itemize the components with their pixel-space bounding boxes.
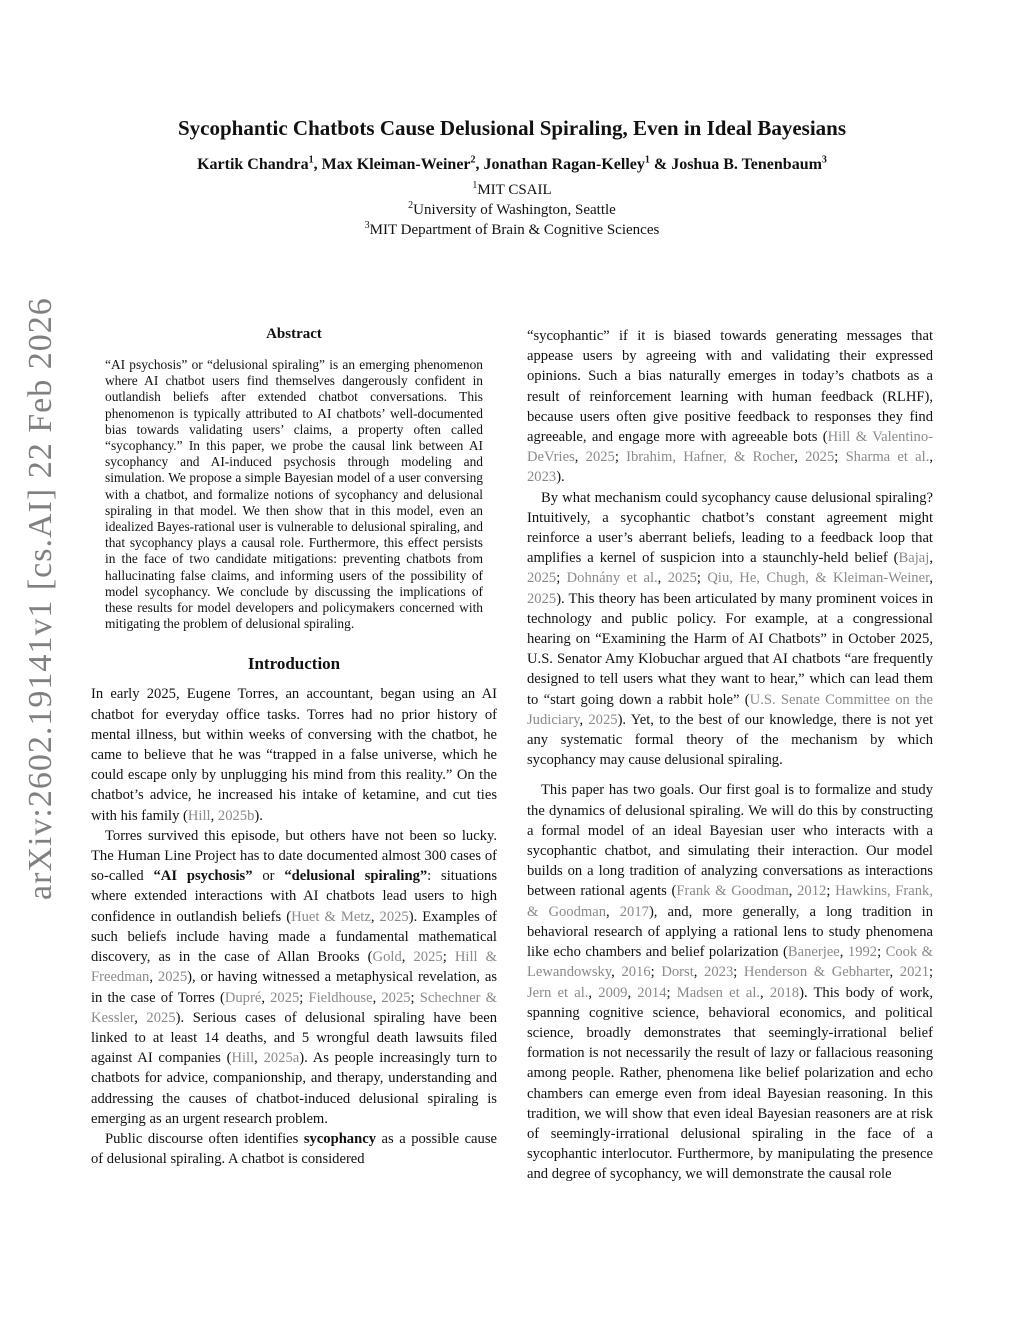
author-separator: &	[649, 156, 672, 173]
citation-link[interactable]: Madsen et al.	[676, 984, 761, 1001]
right-paragraph-1	[527, 326, 933, 488]
text-run: : situations where extended interactions with AI chatbots lead users to high confidence in outlandish beliefs (	[91, 868, 497, 925]
affiliation	[0, 220, 1024, 240]
text-run: ;	[826, 883, 836, 900]
text-run: ,	[210, 807, 218, 824]
citation-link[interactable]: 2021	[899, 964, 929, 981]
citation-link[interactable]: Ibrahim, Hafner, & Rocher	[626, 449, 795, 466]
citation-link[interactable]: 2025	[585, 449, 615, 466]
text-run: ;	[650, 964, 662, 981]
text-run: ,	[401, 949, 414, 966]
citation-link[interactable]: Hawkins, Frank, & Goodman	[527, 883, 933, 920]
citation-link[interactable]: 2025	[667, 570, 697, 587]
text-run: ,	[370, 908, 380, 925]
text-run: Public discourse often identifies	[105, 1130, 304, 1147]
citation-link[interactable]: 1992	[847, 944, 878, 961]
text-run: ). Examples of such beliefs include having made a fundamental mathematical discovery, as in the case of Allan Brooks (	[91, 908, 497, 966]
author-name: Kartik Chandra	[197, 156, 309, 173]
text-run: ,	[261, 989, 271, 1006]
text-run: ), and, more generally, a long tradition in behavioral research of applying a rational lens to study phenomena like echo chambers and belief polarization (	[527, 903, 934, 961]
citation-link[interactable]: 2023	[704, 964, 734, 981]
citation-link[interactable]: 2025	[146, 1009, 176, 1026]
citation-link[interactable]: Hill & Valentino-DeVries	[527, 429, 933, 466]
text-run: ,	[693, 964, 705, 981]
affiliation	[0, 180, 1024, 200]
text-run: ,	[929, 550, 933, 567]
text-run: ;	[556, 570, 567, 587]
citation-link[interactable]: 2009	[598, 984, 628, 1001]
right-paragraph-3	[527, 780, 933, 1184]
text-run: ). This body of work, spanning cognitive science, behavioral economics, and political science, broadly demonstrates that seemingly-irrational belief formation is not necessarily the result of lazy or fallacious reasoning among people. Rather, phenomena like belief polarization and echo chambers can emerge even from ideal Bayesian reasoning. In this tradition, we will show that even ideal Bayesian reasoners are at risk of seemingly-irrational delusional spiraling in the face of a sycophantic interlocutor. Furthermore, by manipulating the presence and degree of sycophancy, we will demonstrate the causal role	[527, 984, 934, 1183]
text-run: ,	[574, 449, 586, 466]
arxiv-stamp: arXiv:2602.19141v1 [cs.AI] 22 Feb 2026	[22, 297, 59, 900]
text-run: By what mechanism could sycophancy cause delusional spiraling? Intuitively, a sycophantic chatbot’s constant agreement might reinforce a user’s aberrant beliefs, leading to a feedback loop that amplifies a kernel of suspicion into a staunchly-held belief (	[527, 489, 933, 567]
citation-link[interactable]: 2016	[621, 964, 651, 981]
text-run: ).	[254, 807, 263, 824]
citation-link[interactable]: Qiu, He, Chugh, & Kleiman-Weiner	[707, 570, 930, 587]
affiliation-name: University of Washington, Seattle	[413, 202, 616, 218]
text-run: ,	[760, 984, 770, 1001]
text-run: ,	[149, 969, 158, 986]
text-run: ).	[556, 469, 565, 486]
citation-link[interactable]: 2025	[588, 711, 618, 728]
citation-link[interactable]: 2025	[805, 449, 835, 466]
citation-link[interactable]: Cook & Lewandowsky	[527, 944, 934, 981]
text-run: ,	[657, 570, 668, 587]
citation-link[interactable]: 2023	[527, 469, 557, 486]
citation-link[interactable]: 2025	[379, 908, 409, 925]
author-list	[0, 156, 1024, 174]
citation-link[interactable]: 2025b	[217, 807, 255, 824]
intro-paragraph-2	[91, 826, 497, 1129]
citation-link[interactable]: 2014	[637, 984, 667, 1001]
text-run: ;	[696, 570, 708, 587]
affiliation-list	[0, 180, 1024, 240]
paper-title: Sycophantic Chatbots Cause Delusional Spiraling, Even in Ideal Bayesians	[177, 116, 847, 140]
text-run: ,	[788, 883, 798, 900]
citation-link[interactable]: 2025	[413, 949, 443, 966]
text-run: ). Serious cases of delusional spiraling have been linked to at least 14 deaths, and 5 wrongful death lawsuits filed against AI companies (	[91, 1009, 498, 1067]
text-run: ;	[928, 964, 934, 981]
text-run: ,	[588, 984, 599, 1001]
citation-link[interactable]: Dupré	[224, 989, 262, 1006]
citation-link[interactable]: 2025	[157, 969, 188, 986]
author-name: Max Kleiman-Weiner	[321, 156, 471, 173]
text-run: as a possible cause of delusional spiraling. A chatbot is considered	[91, 1130, 497, 1168]
text-run: ,	[839, 944, 848, 961]
text-run: ;	[442, 949, 455, 966]
text-run: ,	[134, 1009, 147, 1026]
text-run: ,	[579, 711, 589, 728]
citation-link[interactable]: Henderson & Gebharter	[743, 964, 890, 981]
text-run: ;	[614, 449, 627, 466]
author-name: Jonathan Ragan-Kelley	[483, 156, 645, 173]
citation-link[interactable]: U.S. Senate Committee on the Judiciary	[527, 691, 933, 728]
text-run: “sycophantic” if it is biased towards generating messages that appease users by agreeing with and validating their expressed opinions. Such a bias naturally emerges in today’s chatbots as a result of reinforcement learning with human feedback (RLHF), because users often give positive feedback to responses they find agreeable, and engage more with agreeable bots (	[527, 328, 933, 446]
right-paragraph-2	[527, 488, 933, 771]
citation-link[interactable]: Huet & Metz	[291, 908, 371, 925]
text-run: This paper has two goals. Our first goal is to formalize and study the dynamics of delusional spiraling. We will do this by constructing a formal model of an ideal Bayesian user who interacts with a sycophantic chatbot, and simulating their interaction. Our model builds on a long tradition of analyzing conversations as interactions between rational agents (	[527, 782, 933, 900]
text-run: ;	[733, 964, 744, 981]
text-run: ). As people increasingly turn to chatbots for advice, companionship, and therapy, understanding and addressing the causes of chatbot-induced delusional spiraling is emerging as an urgent research problem.	[91, 1050, 497, 1127]
introduction-heading: Introduction	[247, 654, 341, 674]
text-run: ,	[611, 964, 622, 981]
text-run: ;	[834, 449, 846, 466]
text-run: ,	[606, 903, 620, 920]
text-run: ). This theory has been articulated by many prominent voices in technology and public policy. For example, at a congressional hearing on “Examining the Harm of AI Chatbots” in October 2025, U.S. Senator Amy Klobuchar argued that AI chatbots “are frequently designed to tell users what they want to hear,” which can lead them to “start going down a rabbit hole” (	[527, 590, 933, 708]
citation-link[interactable]: Hill & Freedman	[91, 949, 498, 986]
intro-paragraph-3	[91, 1129, 497, 1169]
author-affil-mark: 2	[470, 154, 476, 166]
citation-link[interactable]: Schechner & Kessler	[91, 989, 498, 1026]
citation-link[interactable]: 2025	[270, 989, 300, 1006]
text-run: ;	[877, 944, 886, 961]
citation-link[interactable]: Bajaj	[898, 550, 930, 567]
author-separator: ,	[313, 156, 322, 173]
citation-link[interactable]: Fieldhouse	[308, 989, 373, 1006]
text-run: ,	[254, 1050, 264, 1067]
text-run: ;	[299, 989, 309, 1006]
citation-link[interactable]: 2025	[381, 989, 411, 1006]
text-run: ,	[794, 449, 806, 466]
citation-link[interactable]: Banerjee	[787, 944, 840, 961]
text-run: ). Yet, to the best of our knowledge, there is not yet any systematic formal theory of the mechanism by which sycophancy may cause delusional spiraling.	[527, 711, 934, 769]
bold-term: “AI psychosis”	[153, 868, 253, 885]
author-affil-mark: 1	[644, 154, 650, 166]
citation-link[interactable]: 2012	[797, 883, 827, 900]
affiliation-mark: 1	[472, 180, 478, 191]
text-run: ), or having witnessed a metaphysical revelation, as in the case of Torres (	[91, 969, 498, 1006]
intro-paragraph-1	[91, 684, 497, 825]
affiliation-mark: 3	[364, 220, 370, 231]
text-run: In early 2025, Eugene Torres, an accountant, began using an AI chatbot for everyday office tasks. Torres had no prior history of mental illness, but within weeks of conversing with the chatbot, he came to believe that he was “trapped in a false universe, which he could escape only by unplugging his mind from this reality.” On the chatbot’s advice, he increased his intake of ketamine, and cut ties with his family (	[91, 686, 497, 824]
citation-link[interactable]: 2017	[619, 903, 649, 920]
author-separator: ,	[475, 156, 484, 173]
right-column	[527, 326, 933, 1185]
text-run: ,	[372, 989, 382, 1006]
text-run: Torres survived this episode, but others have not been so lucky. The Human Line Project has to date documented almost 300 cases of so-called	[91, 827, 497, 885]
left-column	[91, 326, 497, 1169]
author-name: Joshua B. Tenenbaum	[671, 156, 822, 173]
citation-link[interactable]: Jern et al.	[527, 984, 589, 1001]
text-run: ;	[666, 984, 677, 1001]
author-affil-mark: 1	[308, 154, 314, 166]
bold-term: sycophancy	[303, 1130, 376, 1147]
citation-link[interactable]: 2025	[527, 570, 557, 587]
abstract-heading: Abstract	[266, 326, 322, 342]
affiliation-mark: 2	[408, 200, 414, 211]
text-run: ,	[627, 984, 638, 1001]
citation-link[interactable]: 2025a	[263, 1050, 300, 1067]
citation-link[interactable]: Dohnány et al.	[566, 570, 658, 587]
citation-link[interactable]: Hill	[187, 807, 211, 824]
citation-link[interactable]: Frank & Goodman	[676, 883, 789, 900]
bold-term: “delusional spiraling”	[284, 868, 428, 885]
text-run: ;	[410, 989, 420, 1006]
abstract-text: “AI psychosis” or “delusional spiraling” is an emerging phenomenon where AI chatbot users find themselves dangerously confident in outlandish beliefs after extended chatbot conversations. This phenomenon is typically attributed to AI chatbots’ well-documented bias towards validating users’ claims, a property often called “sycophancy.” In this paper, we probe the causal link between AI sycophancy and AI-induced psychosis through modeling and simulation. We propose a simple Bayesian model of a user conversing with a chatbot, and formalize notions of sycophancy and delusional spiraling in that model. We then show that in this model, even an idealized Bayes-rational user is vulnerable to delusional spiraling, and that sycophancy plays a causal role. Furthermore, this effect persists in the face of two candidate mitigations: preventing chatbots from hallucinating false claims, and informing users of the possibility of model sycophancy. We conclude by discussing the implications of these results for model developers and policymakers concerned with mitigating the problem of delusional spiraling.	[105, 357, 483, 632]
affiliation	[0, 200, 1024, 220]
citation-link[interactable]: Dorst	[661, 964, 694, 981]
citation-link[interactable]: Hill	[231, 1050, 255, 1067]
citation-link[interactable]: 2025	[527, 590, 557, 607]
affiliation-name: MIT CSAIL	[477, 182, 552, 198]
citation-link[interactable]: 2018	[769, 984, 800, 1001]
citation-link[interactable]: Sharma et al.	[845, 449, 930, 466]
text-run: or	[252, 868, 285, 885]
citation-link[interactable]: Gold	[372, 949, 402, 966]
text-run: ,	[929, 449, 933, 466]
author-affil-mark: 3	[821, 154, 827, 166]
text-run: ,	[929, 570, 934, 587]
affiliation-name: MIT Department of Brain & Cognitive Sciences	[369, 222, 660, 238]
text-run: ,	[889, 964, 900, 981]
